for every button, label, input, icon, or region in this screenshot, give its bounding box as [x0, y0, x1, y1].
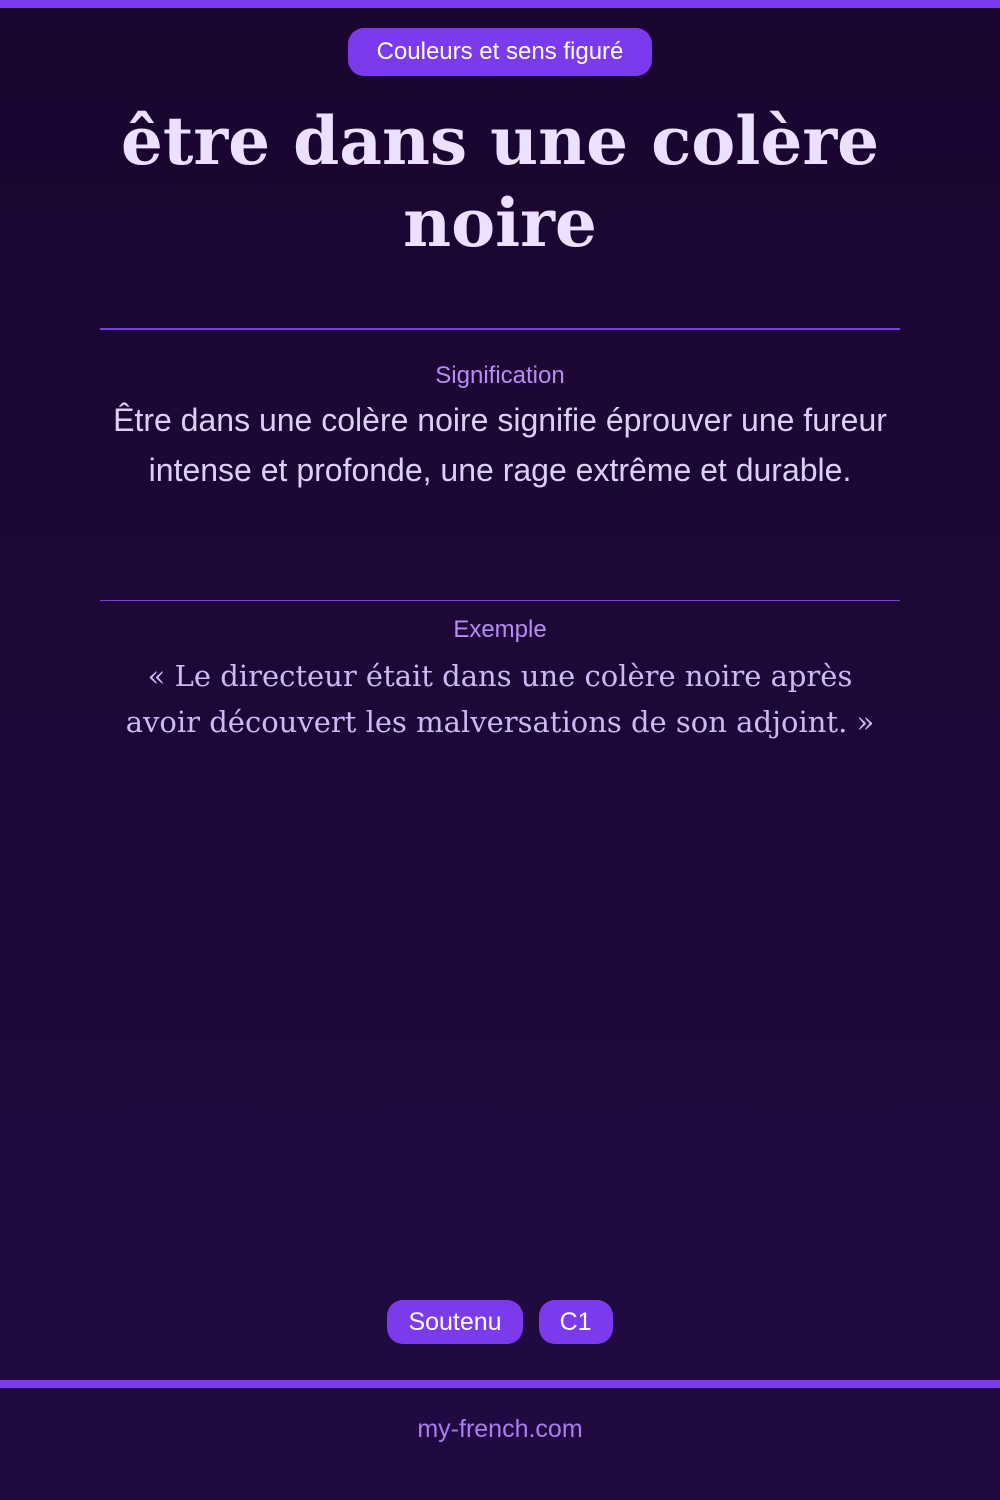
top-accent-bar [0, 0, 1000, 8]
example-label: Exemple [453, 616, 547, 643]
example-text: « Le directeur était dans une colère noire après avoir découvert les malversations de son adjoint. » [125, 659, 875, 739]
register-tag: Soutenu [387, 1300, 522, 1344]
tag-list [0, 1300, 1000, 1344]
bottom-accent-bar [0, 1380, 1000, 1388]
expression-title: être dans une colère noire [120, 102, 880, 262]
site-footer: my-french.com [417, 1415, 583, 1443]
divider [100, 328, 900, 330]
level-tag: C1 [539, 1300, 613, 1344]
divider [100, 600, 900, 601]
category-badge: Couleurs et sens figuré [348, 28, 652, 76]
meaning-label: Signification [435, 362, 565, 389]
meaning-text: Être dans une colère noire signifie éprouver une fureur intense et profonde, une rage extrême et durable. [113, 402, 887, 488]
